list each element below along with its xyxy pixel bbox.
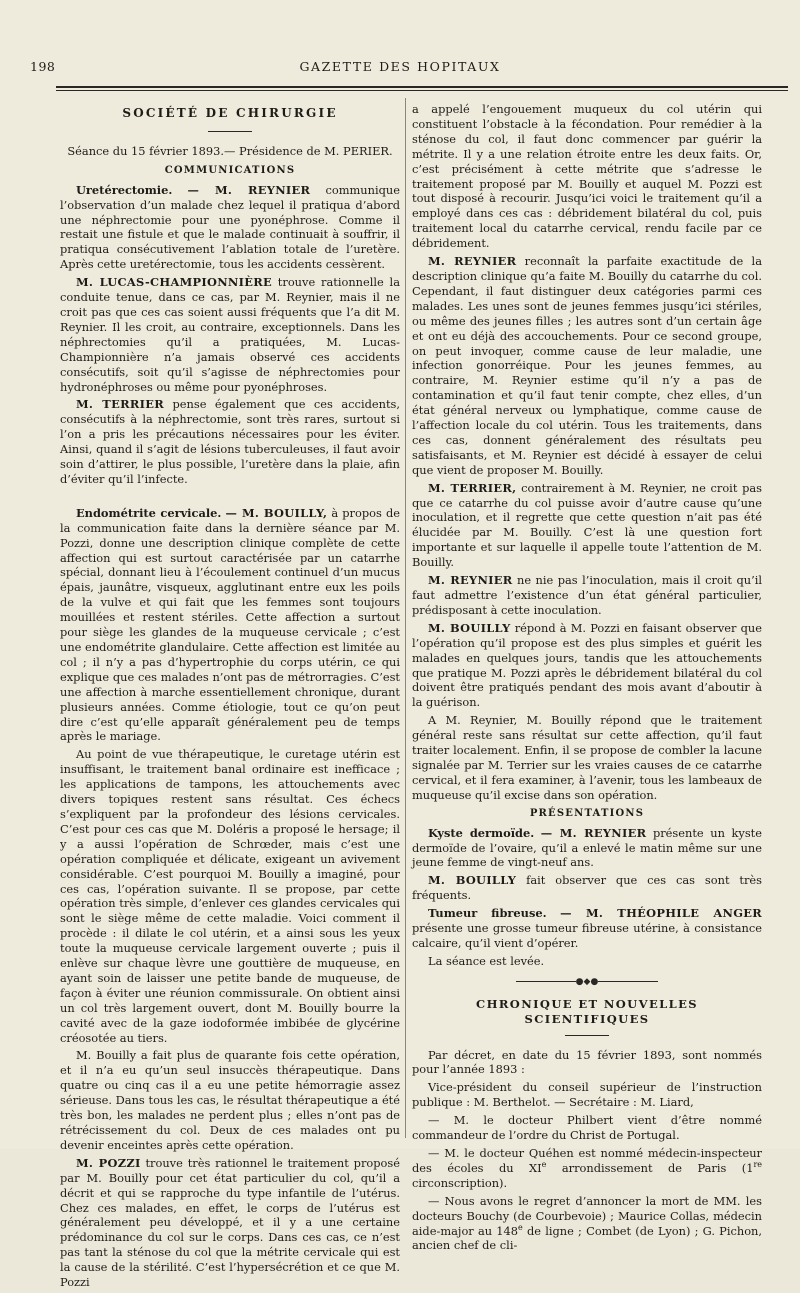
communications-heading: COMMUNICATIONS <box>164 164 296 176</box>
paragraph <box>412 1146 762 1191</box>
paragraph: Vice-président du conseil supérieur de l’instruction publique : M. Berthelot. — Secrétaire : M. Liard, <box>412 1080 762 1110</box>
chronique-heading: CHRONIQUE ET NOUVELLES SCIENTIFIQUES <box>476 996 698 1026</box>
ornament-divider <box>412 977 762 987</box>
presentations-heading: PRÉSENTATIONS <box>529 807 645 819</box>
speaker-name: M. BOUILLY <box>428 873 517 888</box>
paragraph-text: de ligne ; Combet (de Lyon) ; G. Pichon, ancien chef de cli- <box>412 1223 763 1253</box>
paragraph <box>60 183 400 272</box>
speaker-name: M. TERRIER <box>76 397 164 412</box>
paragraph <box>60 275 400 394</box>
speaker-name: — M. REYNIER <box>540 825 647 840</box>
paragraph: A M. Reynier, M. Bouilly répond que le traitement général reste sans résultat sur cette affection, qu’il faut traiter localement. Enfin, il se propose de combler la lacune signalée par M. Terrier sur les vraies causes de ce catarrhe cervical, et il fera examiner, à l’avenir, tous les lambeaux de muqueuse qu’il excise dans son opération. <box>412 713 762 802</box>
left-column <box>60 102 400 1293</box>
paragraph: La séance est levée. <box>428 953 545 968</box>
ornament-line <box>516 981 576 982</box>
paragraph-text: à propos de la communication faite dans la dernière séance par M. Pozzi, donne une description clinique complète de cette affection qui est surtout caractérisée par un catarrhe spécial, donnant lieu à l’écoulement continuel d’un mucus épais, jaunâtre, visqueux, agglutinant entre eux les poils de la vulve et qui fait que les femmes sont toujours mouillées et restent stériles. Cette affection a surtout pour siège les glandes de la muqueuse cervicale ; c’est une endométrite glandulaire. Cette affection est limitée au col ; il n’y a pas d’hypertrophie du corps utérin, ce qui explique que ces malades n’ont pas de métrorragies. C’est une affection à marche essentiellement chronique, durant plusieurs années. Comme étiologie, tout ce qu’on peut dire c’est qu’elle apparaît généralement peu de temps après le mariage. <box>60 505 400 744</box>
paragraph: — M. le docteur Philbert vient d’être nommé commandeur de l’ordre du Christ de Portugal. <box>412 1113 762 1143</box>
topic-heading: Uretérectomie. <box>76 182 173 197</box>
paragraph-text: arrondissement de Paris (1 <box>546 1160 754 1175</box>
header-rule-thin <box>56 90 788 91</box>
paragraph-text: présente une grosse tumeur fibreuse utérine, à consistance calcaire, qu’il vient d’opérer. <box>412 921 762 950</box>
running-title: GAZETTE DES HOPITAUX <box>299 59 501 74</box>
paragraph-text: ne nie pas l’inoculation, mais il croit qu’il faut admettre l’existence d’un état général particulier, prédisposant à cette inoculation. <box>412 573 762 617</box>
paragraph <box>412 621 762 710</box>
right-column <box>412 102 762 1256</box>
paragraph-text: pense également que ces accidents, consécutifs à la néphrectomie, sont très rares, surtout si l’on a pris les précautions nécessaires pour les éviter. Ainsi, quand il s’agit de lésions tuberculeuses, il faut avoir soin d’attirer, le plus possible, l’uretère dans la plaie, afin d’éviter qu’il l’infecte. <box>60 397 400 486</box>
page-header <box>30 60 770 76</box>
paragraph <box>60 1156 400 1290</box>
speaker-name: — M. THÉOPHILE ANGER <box>560 906 762 921</box>
paragraph-text: présente un kyste dermoïde de l’ovaire, qu’il a enlevé le matin même sur une jeune femme de vingt-neuf ans. <box>412 825 762 870</box>
topic-heading: Endométrite cervicale. <box>76 505 222 520</box>
paragraph <box>412 826 762 871</box>
paragraph-text: circonscription). <box>412 1175 508 1190</box>
column-divider <box>405 98 406 1138</box>
paragraph-text: — Nous avons le regret d’annoncer la mort de MM. les docteurs Bouchy (de Courbevoie) ; Maurice Collas, médecin aide-major au 148 <box>412 1193 762 1238</box>
topic-heading: Tumeur fibreuse. <box>428 906 547 921</box>
page-number: 198 <box>30 59 56 74</box>
ornament-glyph: ●◆● <box>575 976 599 987</box>
speaker-name: M. BOUILLY <box>428 620 511 635</box>
seance-line: Séance du 15 février 1893.— Présidence de M. PERIER. <box>67 143 393 158</box>
paragraph-text: reconnaît la parfaite exactitude de la description clinique qu’a faite M. Bouilly du catarrhe du col. Cependant, il faut distinguer deux catégories parmi ces malades. Les unes sont de jeunes femmes jusqu’ici stériles, ou même des jeunes filles ; les autres sont d’un certain âge et ont eu déjà des accouchements. Pour ce second groupe, on peut invoquer, comme cause de leur maladie, une infection gonorréique. Pour les jeunes femmes, au contraire, M. Reynier estime qu’il n’y a pas de contamination et qu’il faut tenir compte, chez elles, d’un état général nerveux ou lymphatique, comme cause de l’affection locale du col utérin. Tous les traitements, dans ces cas, donnent généralement des résultats peu satisfaisants, et M. Reynier est décidé à essayer de celui que vient de proposer M. Bouilly. <box>412 254 762 477</box>
header-rule-thick <box>56 86 788 88</box>
speaker-name: M. POZZI <box>76 1155 141 1170</box>
paragraph-text: contrairement à M. Reynier, ne croit pas que ce catarrhe du col puisse avoir d’autre cause qu’une inoculation, et il regrette que cette question n’ait pas été élucidée par M. Bouilly. C’est là une question fort importante et sur laquelle il appelle toute l’attention de M. Bouilly. <box>412 480 762 570</box>
title-rule <box>208 131 252 132</box>
speaker-name: M. REYNIER <box>428 573 513 588</box>
paragraph: a appelé l’engouement muqueux du col utérin qui constituent l’obstacle à la fécondation. Pour remédier à la sténose du col, il faut donc commencer par guérir la métrite. Il y a une relation étroite entre les deux faits. Or, c’est précisément à cette métrite que s’adresse le traitement proposé par M. Bouilly et auquel M. Pozzi est tout disposé à recourir. Jusqu’ici voici le traitement qu’il a employé dans ces cas : débridement bilatéral du col, puis traitement local du catarrhe cervical, rendu facile par ce débridement. <box>412 102 762 251</box>
speaker-name: M. TERRIER, <box>428 480 517 495</box>
paragraph: Au point de vue thérapeutique, le curetage utérin est insuffisant, le traitement banal ordinaire est inefficace ; les applications de tampons, les attouchements avec divers topiques restent sans résultat. Ces échecs s’expliquent par la profondeur des lésions cervicales. C’est pour ces cas que M. Doléris a proposé le hersage; il y a aussi l’opération de Schrœder, mais c’est une opération compliquée et délicate, exigeant un avivement considérable. C’est pourquoi M. Bouilly a imaginé, pour ces cas, l’opération suivante. Il se propose, par cette opération très simple, d’enlever ces glandes cervicales qui sont le siège même de cette maladie. Voici comment il procède : il dilate le col utérin, et a ainsi sous les yeux toute la muqueuse cervicale largement ouverte ; puis il enlève sur chaque lèvre une gouttière de muqueuse, en ayant soin de laisser une petite bande de muqueuse, de façon à éviter une réunion commissurale. On obtient ainsi un col très largement ouvert, dont M. Bouilly bourre la cavité avec de la gaze iodoformée imbibée de glycérine créosotée au tiers. <box>60 747 400 1045</box>
paragraph <box>60 397 400 486</box>
paragraph <box>60 506 400 745</box>
speaker-name: — M. REYNIER <box>187 182 311 197</box>
paragraph <box>412 906 762 951</box>
title-rule <box>565 1035 609 1036</box>
topic-heading: Kyste dermoïde. <box>428 825 535 840</box>
speaker-name: M. REYNIER <box>428 254 517 269</box>
paragraph-text: fait observer que ces cas sont très fréquents. <box>412 873 763 903</box>
spacer <box>60 490 400 506</box>
superscript: re <box>753 1160 763 1170</box>
paragraph <box>412 481 762 570</box>
speaker-name: M. LUCAS-CHAMPIONNIÈRE <box>76 275 272 290</box>
speaker-name: — M. BOUILLY, <box>225 505 328 520</box>
paragraph <box>412 254 762 478</box>
section-title: SOCIÉTÉ DE CHIRURGIE <box>122 106 338 120</box>
paragraph <box>412 873 762 903</box>
paragraph <box>412 1194 762 1254</box>
paragraph-text: — M. le docteur Quéhen est nommé médecin-inspecteur des écoles du XI <box>412 1146 762 1175</box>
paragraph: M. Bouilly a fait plus de quarante fois cette opération, et il n’a eu qu’un seul insuccès thérapeutique. Dans quatre ou cinq cas il a eu une petite hémorragie assez sérieuse. Dans tous les cas, le résultat thérapeutique a été très bon, les malades ne perdent plus ; elles n’ont pas de rétrécissement du col. Deux de ces malades ont pu devenir enceintes après cette opération. <box>60 1048 400 1152</box>
paragraph-text: trouve rationnelle la conduite tenue, dans ce cas, par M. Reynier, mais il ne croit pas que ces cas soient aussi fréquents que l’a dit M. Reynier. Il les croit, au contraire, exceptionnels. Dans les néphrectomies qu’il a pratiquées, M. Lucas-Championnière n’a jamais observé ces accidents consécutifs, soit qu’il s’agisse de néphrectomies pour hydronéphroses ou même pour pyonéphroses. <box>60 275 400 394</box>
paragraph: Par décret, en date du 15 février 1893, sont nommés pour l’année 1893 : <box>412 1047 762 1077</box>
paragraph-text: trouve très rationnel le traitement proposé par M. Bouilly pour cet état particulier du col, qu’il a décrit et qui se rapproche du type infantile de l’utérus. Chez ces malades, en effet, le corps de l’utérus est généralement peu développé, et il y a une certaine prédominance du col sur le corps. Dans ces cas, ce n’est pas tant la sténose du col que la métrite cervicale qui est la cause de la stérilité. C’est l’hypersécrétion et ce que M. Pozzi <box>60 1155 400 1290</box>
superscript: e <box>541 1160 547 1170</box>
paragraph-text: communique l’observation d’un malade chez lequel il pratiqua d’abord une néphrectomie pour une pyonéphrose. Comme il restait une fistule et que le malade continuait à souffrir, il pratiqua consécutivement l’ablation totale de l’uretère. Après cette uretérectomie, tous les accidents cessèrent. <box>60 182 400 272</box>
ornament-line <box>598 981 658 982</box>
superscript: e <box>518 1222 523 1232</box>
paragraph <box>412 573 762 618</box>
paragraph-text: répond à M. Pozzi en faisant observer que l’opération qu’il propose est des plus simples et guérit les malades en quelques jours, tandis que les attouchements que pratique M. Pozzi après le débridement bilatéral du col doivent être pratiqués pendant des mois avant d’aboutir à la guérison. <box>412 620 762 710</box>
